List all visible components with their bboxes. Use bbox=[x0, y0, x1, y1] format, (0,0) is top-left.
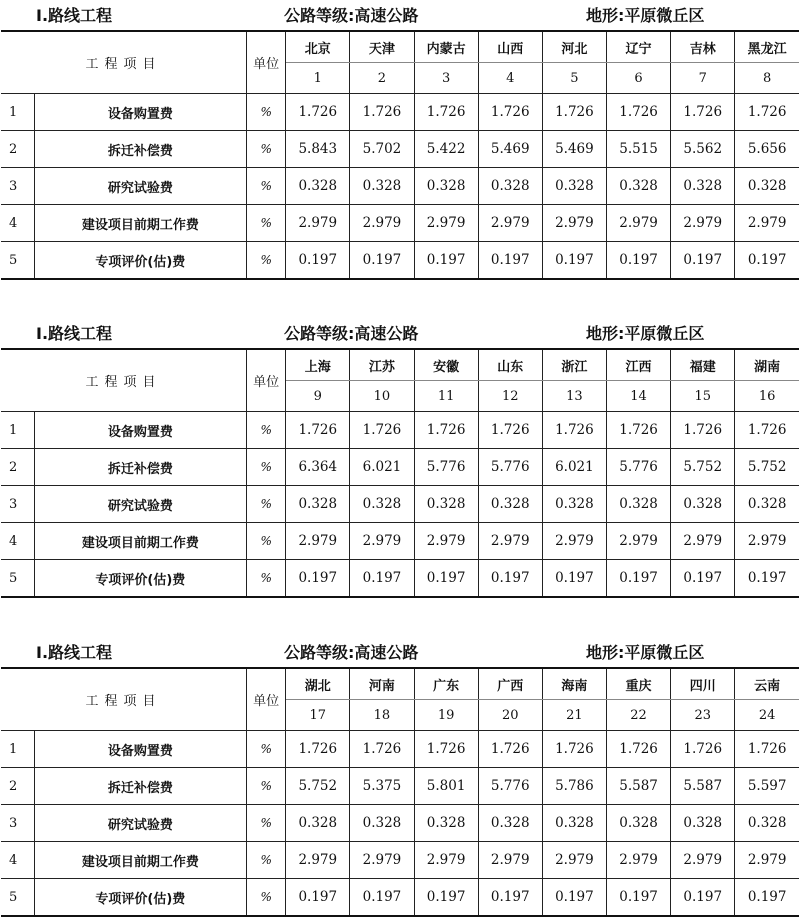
header-row-provinces bbox=[1, 349, 799, 381]
cost-item-name: 拆迁补偿费 bbox=[34, 449, 247, 486]
rate-value-cell: 0.328 bbox=[350, 486, 414, 523]
table-row bbox=[1, 205, 799, 242]
rate-value-cell: 0.197 bbox=[542, 242, 606, 280]
row-number: 2 bbox=[1, 449, 34, 486]
rate-value-cell: 5.515 bbox=[606, 131, 670, 168]
rate-value-cell: 0.328 bbox=[350, 805, 414, 842]
rate-value-cell: 0.197 bbox=[542, 560, 606, 598]
rate-value-cell: 0.328 bbox=[606, 168, 670, 205]
table-row bbox=[1, 523, 799, 560]
column-number: 8 bbox=[735, 63, 799, 94]
cost-rate-table bbox=[1, 667, 799, 917]
unit-cell: % bbox=[247, 731, 286, 768]
rate-value-cell: 5.752 bbox=[671, 449, 735, 486]
row-number: 3 bbox=[1, 168, 34, 205]
rate-value-cell: 5.801 bbox=[414, 768, 478, 805]
row-number: 2 bbox=[1, 768, 34, 805]
cost-item-name: 专项评价(估)费 bbox=[34, 560, 247, 598]
rate-value-cell: 2.979 bbox=[606, 842, 670, 879]
rate-value-cell: 0.197 bbox=[350, 879, 414, 917]
rate-value-cell: 6.021 bbox=[350, 449, 414, 486]
cost-item-name: 设备购置费 bbox=[34, 94, 247, 131]
column-number: 15 bbox=[671, 381, 735, 412]
cost-item-name: 建设项目前期工作费 bbox=[34, 523, 247, 560]
table-block-3 bbox=[0, 637, 800, 917]
rate-value-cell: 0.197 bbox=[478, 560, 542, 598]
rate-value-cell: 0.328 bbox=[286, 486, 350, 523]
table-row bbox=[1, 731, 799, 768]
column-number: 24 bbox=[735, 700, 799, 731]
rate-value-cell: 1.726 bbox=[606, 94, 670, 131]
rate-value-cell: 2.979 bbox=[542, 842, 606, 879]
rate-value-cell: 2.979 bbox=[671, 205, 735, 242]
cost-item-name: 拆迁补偿费 bbox=[34, 131, 247, 168]
header-row-provinces bbox=[1, 31, 799, 63]
table-row bbox=[1, 168, 799, 205]
terrain-label: 地形:平原微丘区 bbox=[586, 324, 705, 343]
rate-value-cell: 5.776 bbox=[478, 449, 542, 486]
column-number: 14 bbox=[606, 381, 670, 412]
rate-value-cell: 0.197 bbox=[735, 242, 799, 280]
road-grade-label: 公路等级:高速公路 bbox=[284, 6, 419, 25]
rate-value-cell: 0.328 bbox=[606, 486, 670, 523]
province-header: 河南 bbox=[350, 668, 414, 700]
unit-cell: % bbox=[247, 768, 286, 805]
rate-value-cell: 1.726 bbox=[414, 731, 478, 768]
rate-value-cell: 2.979 bbox=[286, 205, 350, 242]
column-number: 22 bbox=[606, 700, 670, 731]
province-header: 上海 bbox=[286, 349, 350, 381]
item-column-header: 工程项目 bbox=[1, 31, 247, 94]
rate-value-cell: 0.328 bbox=[478, 486, 542, 523]
table-row bbox=[1, 412, 799, 449]
table-row bbox=[1, 242, 799, 280]
row-number: 1 bbox=[1, 412, 34, 449]
terrain-label: 地形:平原微丘区 bbox=[586, 6, 705, 25]
rate-value-cell: 5.843 bbox=[286, 131, 350, 168]
row-number: 4 bbox=[1, 523, 34, 560]
rate-value-cell: 0.328 bbox=[671, 486, 735, 523]
rate-value-cell: 0.197 bbox=[606, 879, 670, 917]
unit-cell: % bbox=[247, 842, 286, 879]
rate-value-cell: 5.587 bbox=[671, 768, 735, 805]
rate-value-cell: 5.562 bbox=[671, 131, 735, 168]
column-number: 3 bbox=[414, 63, 478, 94]
column-number: 6 bbox=[606, 63, 670, 94]
rate-value-cell: 1.726 bbox=[286, 94, 350, 131]
rate-value-cell: 1.726 bbox=[735, 412, 799, 449]
section-heading bbox=[0, 0, 800, 30]
province-header: 广西 bbox=[478, 668, 542, 700]
rate-value-cell: 0.328 bbox=[414, 168, 478, 205]
row-number: 2 bbox=[1, 131, 34, 168]
rate-value-cell: 5.776 bbox=[606, 449, 670, 486]
rate-value-cell: 0.328 bbox=[414, 805, 478, 842]
unit-cell: % bbox=[247, 242, 286, 280]
rate-value-cell: 2.979 bbox=[350, 205, 414, 242]
rate-value-cell: 2.979 bbox=[350, 842, 414, 879]
column-number: 5 bbox=[542, 63, 606, 94]
rate-value-cell: 5.752 bbox=[286, 768, 350, 805]
rate-value-cell: 5.776 bbox=[478, 768, 542, 805]
table-row bbox=[1, 94, 799, 131]
row-number: 4 bbox=[1, 205, 34, 242]
column-number: 12 bbox=[478, 381, 542, 412]
rate-value-cell: 0.328 bbox=[735, 805, 799, 842]
rate-value-cell: 0.197 bbox=[478, 242, 542, 280]
cost-rate-table bbox=[1, 348, 799, 598]
rate-value-cell: 0.197 bbox=[350, 560, 414, 598]
column-number: 13 bbox=[542, 381, 606, 412]
column-number: 4 bbox=[478, 63, 542, 94]
province-header: 安徽 bbox=[414, 349, 478, 381]
province-header: 江苏 bbox=[350, 349, 414, 381]
cost-item-name: 拆迁补偿费 bbox=[34, 768, 247, 805]
column-number: 18 bbox=[350, 700, 414, 731]
rate-value-cell: 1.726 bbox=[350, 412, 414, 449]
rate-value-cell: 0.328 bbox=[542, 168, 606, 205]
rate-value-cell: 1.726 bbox=[671, 731, 735, 768]
rate-value-cell: 0.197 bbox=[671, 242, 735, 280]
rate-value-cell: 2.979 bbox=[414, 205, 478, 242]
cost-item-name: 研究试验费 bbox=[34, 486, 247, 523]
section-heading bbox=[0, 318, 800, 348]
rate-value-cell: 2.979 bbox=[414, 523, 478, 560]
row-number: 3 bbox=[1, 805, 34, 842]
unit-cell: % bbox=[247, 168, 286, 205]
column-number: 9 bbox=[286, 381, 350, 412]
table-row bbox=[1, 842, 799, 879]
item-column-header: 工程项目 bbox=[1, 349, 247, 412]
province-header: 浙江 bbox=[542, 349, 606, 381]
rate-value-cell: 0.328 bbox=[606, 805, 670, 842]
rate-value-cell: 5.597 bbox=[735, 768, 799, 805]
table-row bbox=[1, 768, 799, 805]
province-header: 天津 bbox=[350, 31, 414, 63]
table-row bbox=[1, 879, 799, 917]
province-header: 四川 bbox=[671, 668, 735, 700]
rate-value-cell: 2.979 bbox=[735, 523, 799, 560]
rate-value-cell: 2.979 bbox=[671, 842, 735, 879]
rate-value-cell: 6.364 bbox=[286, 449, 350, 486]
road-grade-label: 公路等级:高速公路 bbox=[284, 643, 419, 662]
row-number: 5 bbox=[1, 242, 34, 280]
rate-value-cell: 5.752 bbox=[735, 449, 799, 486]
rate-value-cell: 2.979 bbox=[606, 523, 670, 560]
column-number: 17 bbox=[286, 700, 350, 731]
province-header: 湖北 bbox=[286, 668, 350, 700]
province-header: 云南 bbox=[735, 668, 799, 700]
cost-rate-table bbox=[1, 30, 799, 280]
column-number: 1 bbox=[286, 63, 350, 94]
rate-value-cell: 0.328 bbox=[414, 486, 478, 523]
rate-value-cell: 0.328 bbox=[735, 168, 799, 205]
rate-value-cell: 2.979 bbox=[478, 842, 542, 879]
rate-value-cell: 2.979 bbox=[414, 842, 478, 879]
rate-value-cell: 5.375 bbox=[350, 768, 414, 805]
row-number: 3 bbox=[1, 486, 34, 523]
column-number: 2 bbox=[350, 63, 414, 94]
rate-value-cell: 0.197 bbox=[606, 560, 670, 598]
rate-value-cell: 0.197 bbox=[286, 560, 350, 598]
table-row bbox=[1, 486, 799, 523]
rate-value-cell: 0.328 bbox=[478, 168, 542, 205]
unit-cell: % bbox=[247, 205, 286, 242]
rate-value-cell: 0.197 bbox=[350, 242, 414, 280]
rate-value-cell: 2.979 bbox=[478, 205, 542, 242]
unit-cell: % bbox=[247, 486, 286, 523]
unit-cell: % bbox=[247, 94, 286, 131]
cost-item-name: 研究试验费 bbox=[34, 805, 247, 842]
row-number: 4 bbox=[1, 842, 34, 879]
rate-value-cell: 0.197 bbox=[671, 560, 735, 598]
section-title: Ⅰ.路线工程 bbox=[36, 6, 113, 25]
rate-value-cell: 0.328 bbox=[671, 805, 735, 842]
column-number: 7 bbox=[671, 63, 735, 94]
rate-value-cell: 0.328 bbox=[671, 168, 735, 205]
header-row-provinces bbox=[1, 668, 799, 700]
cost-item-name: 建设项目前期工作费 bbox=[34, 205, 247, 242]
rate-value-cell: 1.726 bbox=[542, 731, 606, 768]
rate-value-cell: 0.197 bbox=[414, 242, 478, 280]
column-number: 21 bbox=[542, 700, 606, 731]
province-header: 北京 bbox=[286, 31, 350, 63]
rate-value-cell: 2.979 bbox=[735, 842, 799, 879]
table-row bbox=[1, 449, 799, 486]
rate-value-cell: 5.776 bbox=[414, 449, 478, 486]
rate-value-cell: 1.726 bbox=[414, 412, 478, 449]
cost-item-name: 设备购置费 bbox=[34, 412, 247, 449]
rate-value-cell: 2.979 bbox=[542, 523, 606, 560]
rate-value-cell: 1.726 bbox=[350, 94, 414, 131]
rate-value-cell: 1.726 bbox=[478, 94, 542, 131]
row-number: 1 bbox=[1, 94, 34, 131]
column-number: 11 bbox=[414, 381, 478, 412]
cost-item-name: 研究试验费 bbox=[34, 168, 247, 205]
rate-value-cell: 0.197 bbox=[286, 879, 350, 917]
column-number: 20 bbox=[478, 700, 542, 731]
rate-value-cell: 2.979 bbox=[671, 523, 735, 560]
unit-cell: % bbox=[247, 131, 286, 168]
rate-value-cell: 1.726 bbox=[286, 412, 350, 449]
rate-value-cell: 5.656 bbox=[735, 131, 799, 168]
rate-value-cell: 0.197 bbox=[414, 560, 478, 598]
row-number: 5 bbox=[1, 879, 34, 917]
column-number: 23 bbox=[671, 700, 735, 731]
province-header: 山西 bbox=[478, 31, 542, 63]
unit-cell: % bbox=[247, 879, 286, 917]
rate-value-cell: 5.422 bbox=[414, 131, 478, 168]
table-block-2 bbox=[0, 318, 800, 598]
province-header: 河北 bbox=[542, 31, 606, 63]
rate-value-cell: 5.702 bbox=[350, 131, 414, 168]
rate-value-cell: 0.197 bbox=[478, 879, 542, 917]
rate-value-cell: 0.197 bbox=[735, 560, 799, 598]
row-number: 5 bbox=[1, 560, 34, 598]
rate-value-cell: 0.328 bbox=[286, 168, 350, 205]
rate-value-cell: 1.726 bbox=[606, 731, 670, 768]
province-header: 辽宁 bbox=[606, 31, 670, 63]
rate-value-cell: 1.726 bbox=[478, 731, 542, 768]
rate-value-cell: 0.328 bbox=[286, 805, 350, 842]
column-number: 10 bbox=[350, 381, 414, 412]
rate-value-cell: 0.197 bbox=[606, 242, 670, 280]
unit-cell: % bbox=[247, 805, 286, 842]
province-header: 内蒙古 bbox=[414, 31, 478, 63]
rate-value-cell: 0.197 bbox=[286, 242, 350, 280]
table-row bbox=[1, 805, 799, 842]
rate-value-cell: 1.726 bbox=[671, 412, 735, 449]
rate-value-cell: 2.979 bbox=[606, 205, 670, 242]
rate-value-cell: 0.197 bbox=[542, 879, 606, 917]
section-heading bbox=[0, 637, 800, 667]
rate-value-cell: 1.726 bbox=[350, 731, 414, 768]
unit-column-header: 单位 bbox=[247, 31, 286, 94]
rate-value-cell: 2.979 bbox=[542, 205, 606, 242]
rate-value-cell: 0.197 bbox=[671, 879, 735, 917]
rate-value-cell: 1.726 bbox=[671, 94, 735, 131]
rate-value-cell: 6.021 bbox=[542, 449, 606, 486]
cost-item-name: 专项评价(估)费 bbox=[34, 242, 247, 280]
terrain-label: 地形:平原微丘区 bbox=[586, 643, 705, 662]
table-row bbox=[1, 131, 799, 168]
section-title: Ⅰ.路线工程 bbox=[36, 643, 113, 662]
rate-value-cell: 0.197 bbox=[735, 879, 799, 917]
item-column-header: 工程项目 bbox=[1, 668, 247, 731]
rate-value-cell: 0.328 bbox=[350, 168, 414, 205]
row-number: 1 bbox=[1, 731, 34, 768]
rate-value-cell: 5.786 bbox=[542, 768, 606, 805]
rate-value-cell: 0.328 bbox=[735, 486, 799, 523]
section-title: Ⅰ.路线工程 bbox=[36, 324, 113, 343]
province-header: 江西 bbox=[606, 349, 670, 381]
province-header: 吉林 bbox=[671, 31, 735, 63]
unit-cell: % bbox=[247, 560, 286, 598]
rate-value-cell: 0.328 bbox=[478, 805, 542, 842]
unit-column-header: 单位 bbox=[247, 668, 286, 731]
table-block-1 bbox=[0, 0, 800, 280]
rate-value-cell: 0.328 bbox=[542, 805, 606, 842]
rate-value-cell: 1.726 bbox=[542, 412, 606, 449]
rate-value-cell: 1.726 bbox=[735, 731, 799, 768]
province-header: 海南 bbox=[542, 668, 606, 700]
rate-value-cell: 0.197 bbox=[414, 879, 478, 917]
rate-value-cell: 2.979 bbox=[735, 205, 799, 242]
unit-column-header: 单位 bbox=[247, 349, 286, 412]
table-row bbox=[1, 560, 799, 598]
rate-value-cell: 2.979 bbox=[286, 842, 350, 879]
road-grade-label: 公路等级:高速公路 bbox=[284, 324, 419, 343]
cost-item-name: 建设项目前期工作费 bbox=[34, 842, 247, 879]
province-header: 重庆 bbox=[606, 668, 670, 700]
cost-item-name: 设备购置费 bbox=[34, 731, 247, 768]
rate-value-cell: 2.979 bbox=[350, 523, 414, 560]
unit-cell: % bbox=[247, 412, 286, 449]
province-header: 黑龙江 bbox=[735, 31, 799, 63]
province-header: 山东 bbox=[478, 349, 542, 381]
rate-value-cell: 2.979 bbox=[478, 523, 542, 560]
rate-value-cell: 0.328 bbox=[542, 486, 606, 523]
column-number: 19 bbox=[414, 700, 478, 731]
rate-value-cell: 1.726 bbox=[542, 94, 606, 131]
cost-item-name: 专项评价(估)费 bbox=[34, 879, 247, 917]
rate-value-cell: 1.726 bbox=[606, 412, 670, 449]
rate-value-cell: 2.979 bbox=[286, 523, 350, 560]
province-header: 广东 bbox=[414, 668, 478, 700]
rate-value-cell: 5.469 bbox=[478, 131, 542, 168]
unit-cell: % bbox=[247, 449, 286, 486]
rate-value-cell: 1.726 bbox=[478, 412, 542, 449]
column-number: 16 bbox=[735, 381, 799, 412]
province-header: 福建 bbox=[671, 349, 735, 381]
rate-value-cell: 1.726 bbox=[414, 94, 478, 131]
province-header: 湖南 bbox=[735, 349, 799, 381]
rate-value-cell: 5.469 bbox=[542, 131, 606, 168]
rate-value-cell: 1.726 bbox=[735, 94, 799, 131]
rate-value-cell: 1.726 bbox=[286, 731, 350, 768]
unit-cell: % bbox=[247, 523, 286, 560]
rate-value-cell: 5.587 bbox=[606, 768, 670, 805]
